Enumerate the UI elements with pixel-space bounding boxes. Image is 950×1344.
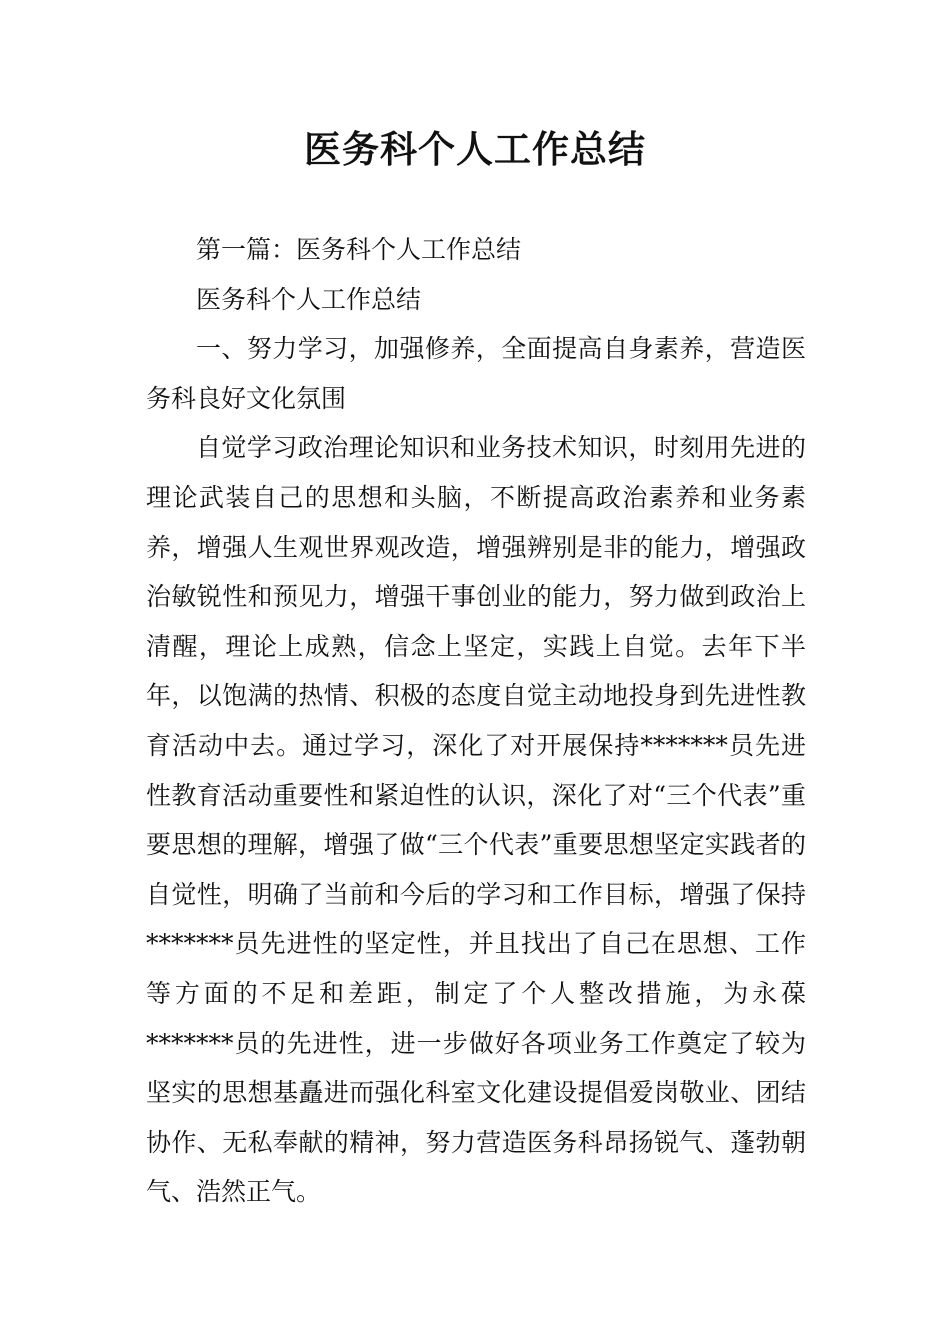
document-body xyxy=(146,225,806,1217)
section-heading: 第一篇：医务科个人工作总结 xyxy=(196,235,522,264)
subtitle: 医务科个人工作总结 xyxy=(196,284,422,314)
point-heading: 一、努力学习，加强修养，全面提高自身素养，营造医务科良好文化氛围 xyxy=(146,334,806,413)
document-title: 医务科个人工作总结 xyxy=(304,128,646,171)
body-paragraph: 自觉学习政治理论知识和业务技术知识，时刻用先进的理论武装自己的思想和头脑，不断提高政治素养和业务素养，增强人生观世界观改造，增强辨别是非的能力，增强政治敏锐性和预见力，增强干事创业的能力，努力做到政治上清醒，理论上成熟，信念上坚定，实践上自觉。去年下半年，以饱满的热情、积极的态度自觉主动地投身到先进性教育活动中去。通过学习，深化了对开展保持*******员先进性教育活动重要性和紧迫性的认识，深化了对“三个代表”重要思想的理解，增强了做“三个代表”重要思想坚定实践者的自觉性，明确了当前和今后的学习和工作目标，增强了保持*******员先进性的坚定性，并且找出了自己在思想、工作等方面的不足和差距，制定了个人整改措施，为永葆*******员的先进性，进一步做好各项业务工作奠定了较为坚实的思想基矗进而强化科室文化建设提倡爱岗敬业、团结协作、无私奉献的精神，努力营造医务科昂扬锐气、蓬勃朝气、浩然正气。 xyxy=(146,433,806,1207)
